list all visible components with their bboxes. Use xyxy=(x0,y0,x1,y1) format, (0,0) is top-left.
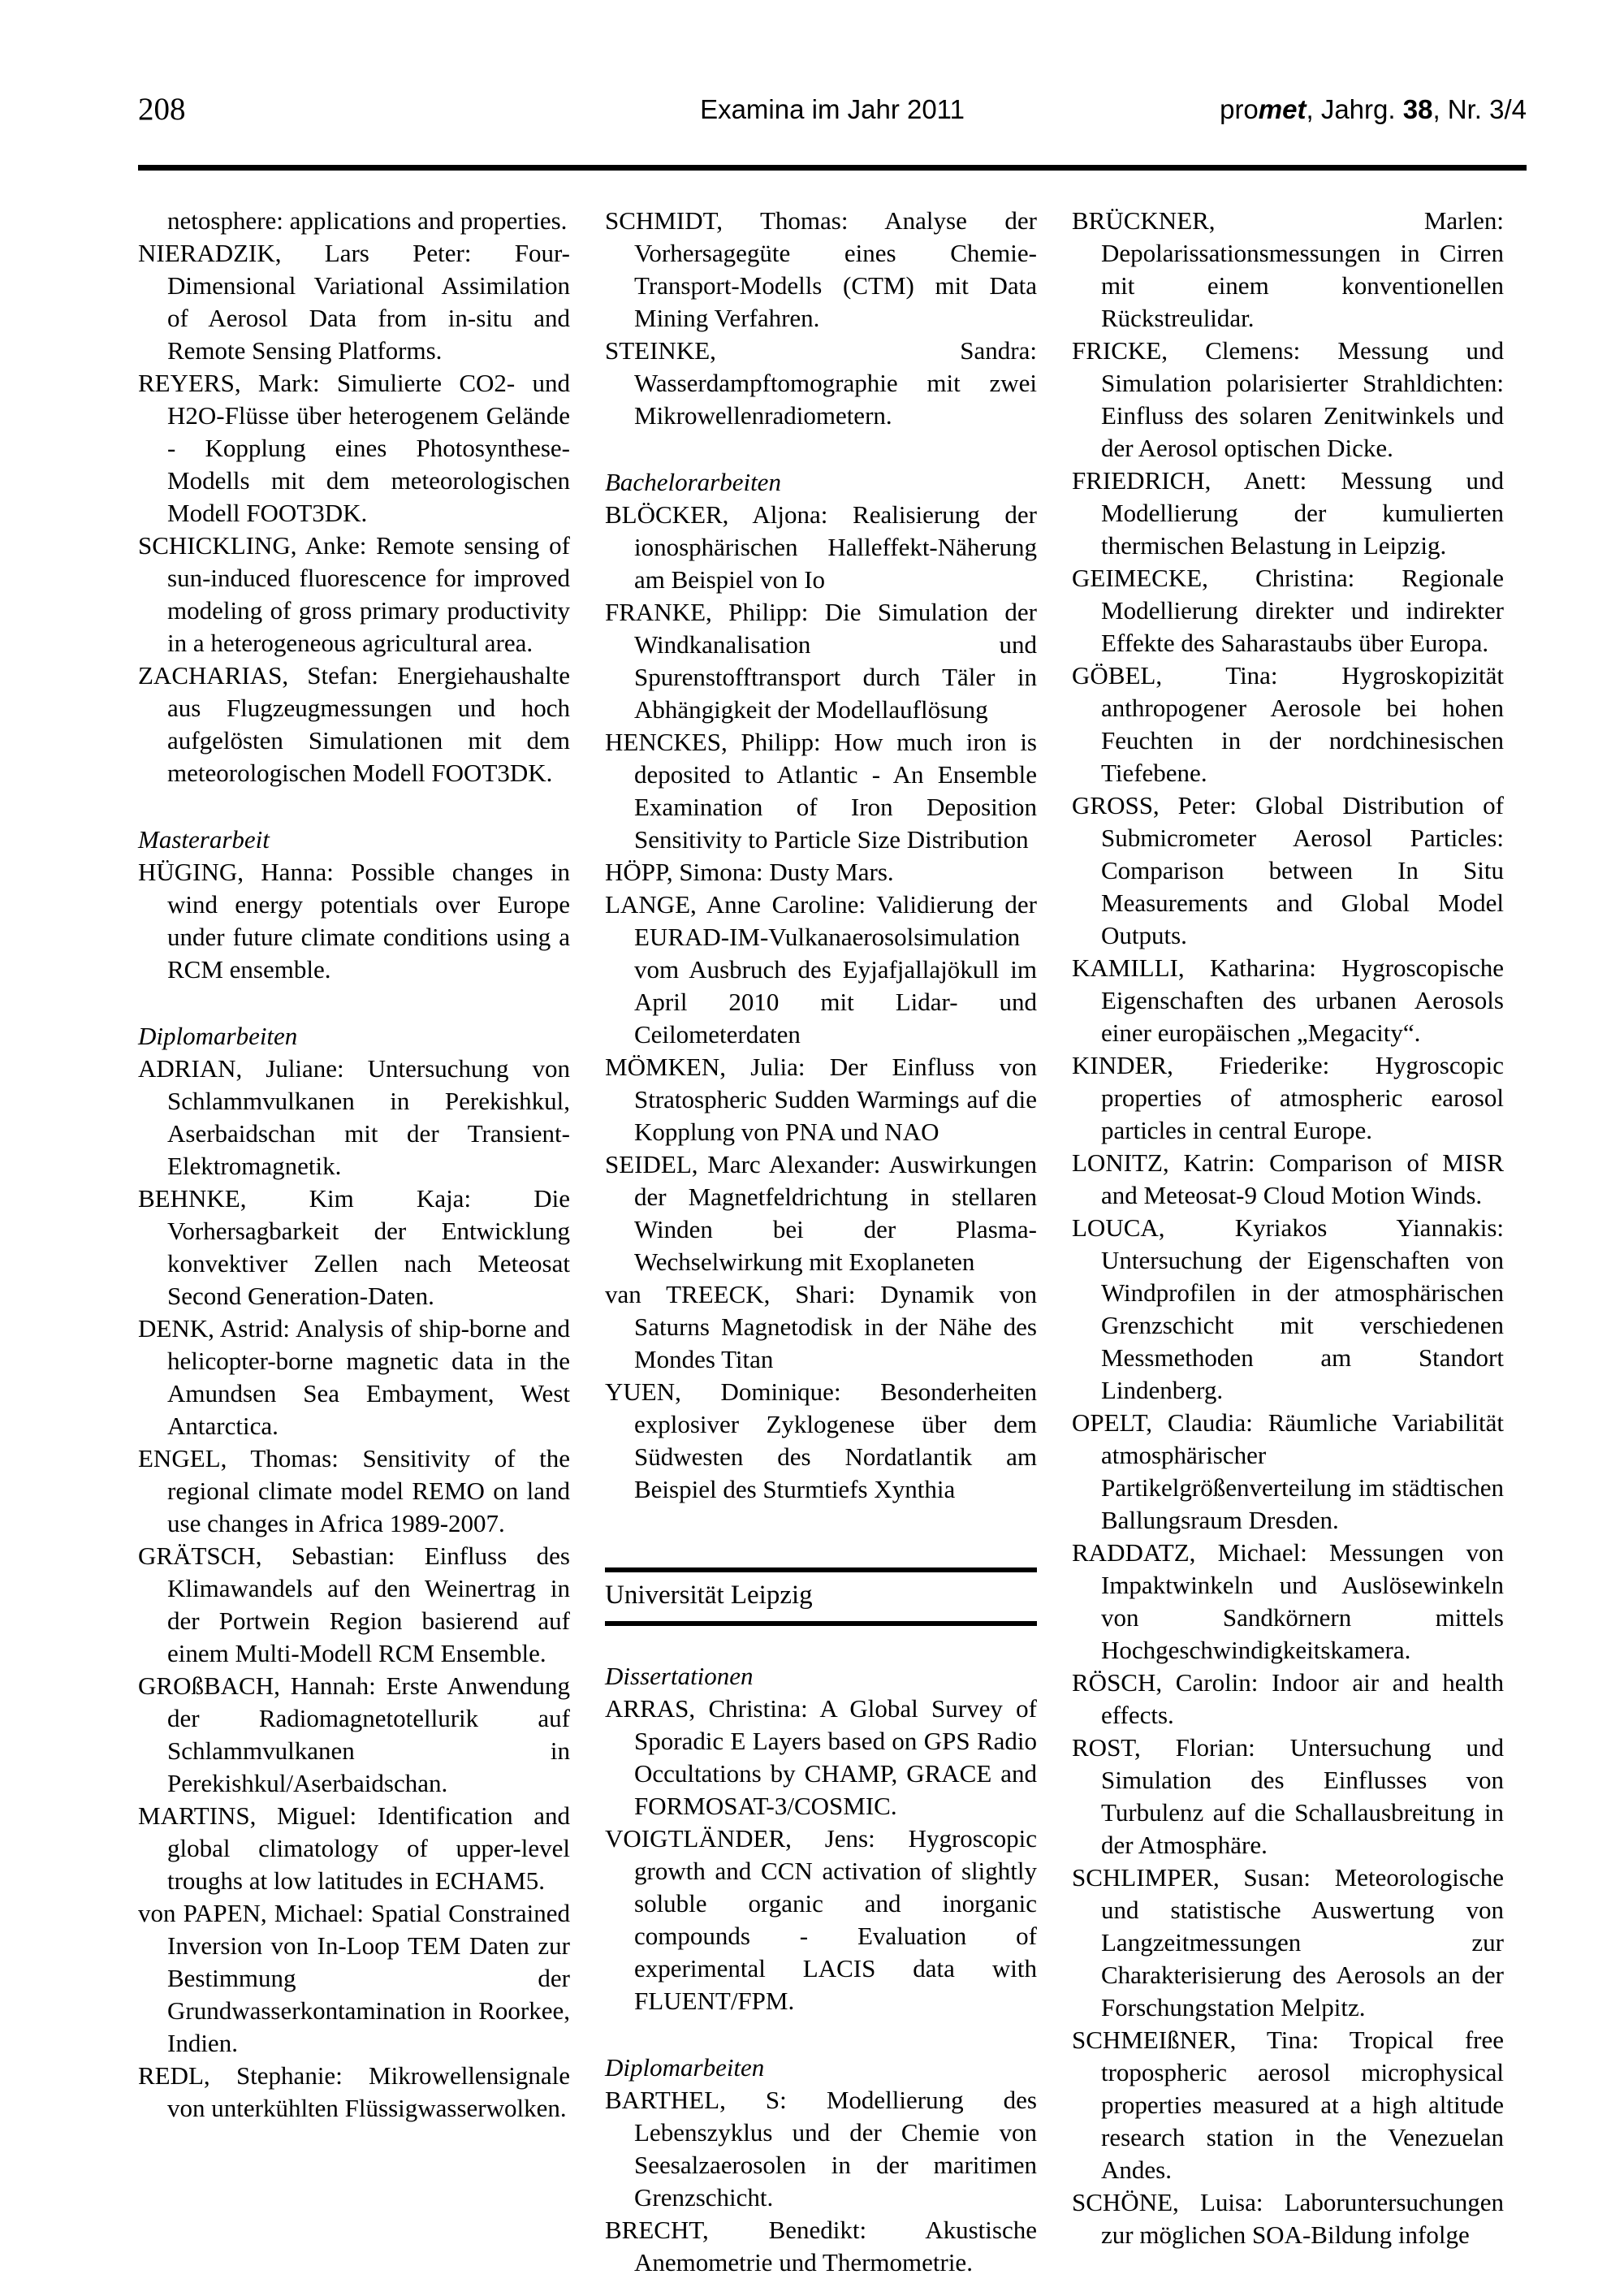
thesis-entry: FRICKE, Clemens: Messung und Simulation polarisierter Strahldichten: Einfluss des solaren Zenitwinkels und der Aerosol optischen Dicke. xyxy=(1072,336,1504,462)
thesis-entry: ENGEL, Thomas: Sensitivity of the regional climate model REMO on land use changes in Africa 1989-2007. xyxy=(138,1444,570,1537)
text-columns xyxy=(138,205,1504,2279)
thesis-entry: REYERS, Mark: Simulierte CO2- und H2O-Flüsse über heterogenem Gelände - Kopplung eines Photosynthese-Modells mit dem meteorologischen Modell FOOT3DK. xyxy=(138,369,570,527)
degree-type-heading: Bachelorarbeiten xyxy=(605,468,781,496)
thesis-entry: REDL, Stephanie: Mikrowellensignale von unterkühlten Flüssigwasserwolken. xyxy=(138,2061,570,2122)
thesis-entry: SCHÖNE, Luisa: Laboruntersuchungen zur möglichen SOA-Bildung infolge xyxy=(1072,2188,1504,2249)
entry-continuation: netosphere: applications and properties. xyxy=(167,206,568,235)
thesis-entry: LONITZ, Katrin: Comparison of MISR and Meteosat-9 Cloud Motion Winds. xyxy=(1072,1148,1504,1209)
degree-type-heading: Diplomarbeiten xyxy=(605,2053,765,2082)
thesis-entry: FRIEDRICH, Anett: Messung und Modellierung der kumulierten thermischen Belastung in Leipzig. xyxy=(1072,466,1504,560)
thesis-entry: GEIMECKE, Christina: Regionale Modellierung direkter und indirekter Effekte des Saharastaubs über Europa. xyxy=(1072,564,1504,657)
thesis-entry: HÜGING, Hanna: Possible changes in wind energy potentials over Europe under future climate conditions using a RCM ensemble. xyxy=(138,858,570,984)
section-title: Universität Leipzig xyxy=(605,1580,813,1610)
thesis-entry: DENK, Astrid: Analysis of ship-borne and helicopter-borne magnetic data in the Amundsen Sea Embayment, West Antarctica. xyxy=(138,1314,570,1440)
degree-type-heading: Masterarbeit xyxy=(138,825,270,854)
thesis-entry: STEINKE, Sandra: Wasserdampftomographie mit zwei Mikrowellenradiometern. xyxy=(605,336,1037,430)
thesis-entry: BRÜCKNER, Marlen: Depolarissationsmessungen in Cirren mit einem konventionellen Rückstreulidar. xyxy=(1072,206,1504,332)
journal-volume: 38 xyxy=(1402,94,1433,124)
journal-name-pre: pro xyxy=(1220,94,1259,124)
thesis-entry: BLÖCKER, Aljona: Realisierung der ionosphärischen Halleffekt-Näherung am Beispiel von Io xyxy=(605,500,1037,594)
thesis-entry: ZACHARIAS, Stefan: Energiehaushalte aus Flugzeugmessungen und hoch aufgelösten Simulationen mit dem meteorologischen Modell FOOT3DK. xyxy=(138,661,570,787)
thesis-entry: RÖSCH, Carolin: Indoor air and health effects. xyxy=(1072,1668,1504,1729)
degree-type-heading: Diplomarbeiten xyxy=(138,1022,298,1050)
thesis-entry: SCHMIDT, Thomas: Analyse der Vorhersagegüte eines Chemie-Transport-Modells (CTM) mit Data Mining Verfahren. xyxy=(605,206,1037,332)
column-left xyxy=(138,205,570,2125)
thesis-entry: GROßBACH, Hannah: Erste Anwendung der Radiomagnetotellurik auf Schlammvulkanen in Perekishkul/Aserbaidschan. xyxy=(138,1671,570,1797)
journal-volume-label: , Jahrg. xyxy=(1306,94,1403,124)
thesis-entry: BARTHEL, S: Modellierung des Lebenszyklus und der Chemie von Seesalzaerosolen in der maritimen Grenzschicht. xyxy=(605,2086,1037,2212)
thesis-entry: OPELT, Claudia: Räumliche Variabilität atmosphärischer Partikelgrößenverteilung im städtischen Ballungsraum Dresden. xyxy=(1072,1408,1504,1534)
thesis-entry: SCHLIMPER, Susan: Meteorologische und statistische Auswertung von Langzeitmessungen zur Charakterisierung des Aerosols an der Forschungstation Melpitz. xyxy=(1072,1863,1504,2021)
column-middle xyxy=(605,205,1037,2279)
thesis-entry: KINDER, Friederike: Hygroscopic properties of atmospheric earosol particles in central Europe. xyxy=(1072,1051,1504,1144)
thesis-entry: HENCKES, Philipp: How much iron is deposited to Atlantic - An Ensemble Examination of Iron Deposition Sensitivity to Particle Size Distribution xyxy=(605,728,1037,854)
header-divider xyxy=(138,165,1527,171)
page-number: 208 xyxy=(138,92,186,127)
column-right xyxy=(1072,205,1504,2251)
journal-issue: , Nr. 3/4 xyxy=(1432,94,1527,124)
thesis-entry: SCHMEIßNER, Tina: Tropical free tropospheric aerosol microphysical properties measured at a high altitude research station in the Venezuelan Andes. xyxy=(1072,2026,1504,2184)
thesis-entry: HÖPP, Simona: Dusty Mars. xyxy=(605,858,894,886)
thesis-entry: BRECHT, Benedikt: Akustische Anemometrie und Thermometrie. xyxy=(605,2216,1037,2277)
thesis-entry: FRANKE, Philipp: Die Simulation der Windkanalisation und Spurenstofftransport durch Täler in Abhängigkeit der Modellauflösung xyxy=(605,598,1037,724)
thesis-entry: KAMILLI, Katharina: Hygroscopische Eigenschaften des urbanen Aerosols einer europäischen „Megacity“. xyxy=(1072,953,1504,1047)
thesis-entry: GÖBEL, Tina: Hygroskopizität anthropogener Aerosole bei hohen Feuchten in der nordchinesischen Tiefebene. xyxy=(1072,661,1504,787)
thesis-entry: YUEN, Dominique: Besonderheiten explosiver Zyklogenese über dem Südwesten des Nordatlantik am Beispiel des Sturmtiefs Xynthia xyxy=(605,1377,1037,1503)
running-title: Examina im Jahr 2011 xyxy=(700,94,965,124)
thesis-entry: RADDATZ, Michael: Messungen von Impaktwinkeln und Auslösewinkeln von Sandkörnern mittels Hochgeschwindigkeitskamera. xyxy=(1072,1538,1504,1664)
thesis-entry: BEHNKE, Kim Kaja: Die Vorhersagbarkeit der Entwicklung konvektiver Zellen nach Meteosat Second Generation-Daten. xyxy=(138,1184,570,1310)
university-section-header xyxy=(605,1567,1037,1626)
thesis-entry: GRÄTSCH, Sebastian: Einfluss des Klimawandels auf den Weinertrag in der Portwein Region basierend auf einem Multi-Modell RCM Ensemble. xyxy=(138,1541,570,1667)
journal-name-brand: met xyxy=(1258,94,1307,124)
thesis-entry: LOUCA, Kyriakos Yiannakis: Untersuchung der Eigenschaften von Windprofilen in der atmosphärischen Grenzschicht mit verschiedenen Messmethoden am Standort Lindenberg. xyxy=(1072,1213,1504,1404)
thesis-entry: MÖMKEN, Julia: Der Einfluss von Stratospheric Sudden Warmings auf die Kopplung von PNA und NAO xyxy=(605,1053,1037,1146)
thesis-entry: ROST, Florian: Untersuchung und Simulation des Einflusses von Turbulenz auf die Schallausbreitung in der Atmosphäre. xyxy=(1072,1733,1504,1859)
thesis-entry: LANGE, Anne Caroline: Validierung der EURAD-IM-Vulkanaerosolsimulation vom Ausbruch des Eyjafjallajökull im April 2010 mit Lidar- und Ceilometerdaten xyxy=(605,890,1037,1049)
thesis-entry: ADRIAN, Juliane: Untersuchung von Schlammvulkanen in Perekishkul, Aserbaidschan mit der Transient-Elektromagnetik. xyxy=(138,1054,570,1180)
thesis-entry: ARRAS, Christina: A Global Survey of Sporadic E Layers based on GPS Radio Occultations by CHAMP, GRACE and FORMOSAT-3/COSMIC. xyxy=(605,1694,1037,1820)
thesis-entry: SCHICKLING, Anke: Remote sensing of sun-induced fluorescence for improved modeling of gross primary productivity in a heterogeneous agricultural area. xyxy=(138,531,570,657)
thesis-entry: SEIDEL, Marc Alexander: Auswirkungen der Magnetfeldrichtung in stellaren Winden bei der Plasma-Wechselwirkung mit Exoplaneten xyxy=(605,1150,1037,1276)
page-header xyxy=(138,91,1527,140)
thesis-entry: NIERADZIK, Lars Peter: Four-Dimensional Variational Assimilation of Aerosol Data from in-situ and Remote Sensing Platforms. xyxy=(138,239,570,365)
thesis-entry: van TREECK, Shari: Dynamik von Saturns Magnetodisk in der Nähe des Mondes Titan xyxy=(605,1280,1037,1373)
thesis-entry: GROSS, Peter: Global Distribution of Submicrometer Aerosol Particles: Comparison between In Situ Measurements and Global Model Outputs. xyxy=(1072,791,1504,949)
degree-type-heading: Dissertationen xyxy=(605,1662,754,1690)
thesis-entry: VOIGTLÄNDER, Jens: Hygroscopic growth and CCN activation of slightly soluble organic and inorganic compounds - Evaluation of experimental LACIS data with FLUENT/FPM. xyxy=(605,1824,1037,2015)
journal-reference xyxy=(1220,94,1527,125)
thesis-entry: MARTINS, Miguel: Identification and global climatology of upper-level troughs at low latitudes in ECHAM5. xyxy=(138,1801,570,1895)
thesis-entry: von PAPEN, Michael: Spatial Constrained Inversion von In-Loop TEM Daten zur Bestimmung der Grundwasserkontamination in Roorkee, Indien. xyxy=(138,1899,570,2057)
